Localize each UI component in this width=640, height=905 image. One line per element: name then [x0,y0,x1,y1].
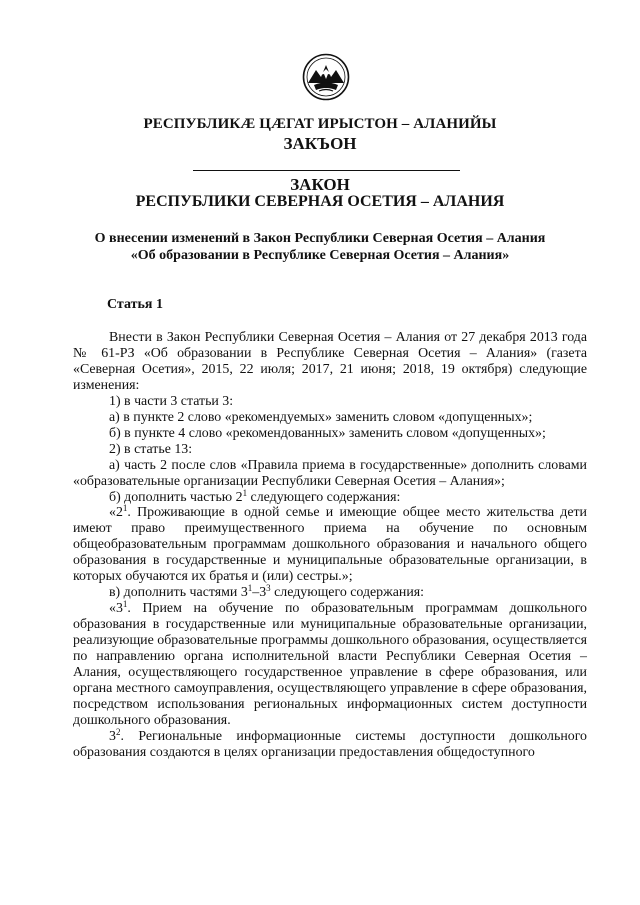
part-2-1-text: . Проживающие в одной семье и имеющие общее место жительства дети имеют право преимущественного приема на обучение по основным общеобразовательным программам дошкольного образования и начального общего образования в государственные и муниципальные образовательные организации, в которых обучаются их братья и (или) сестры.»; [73,505,587,585]
item-2b-text-end: следующего содержания: [247,489,401,505]
item-2c-dash: –3 [252,585,267,601]
item-1a: а) в пункте 2 слово «рекомендуемых» заменить словом «допущенных»; [109,409,533,425]
item-2c-text: в) дополнить частями 3 [109,585,248,601]
item-2b-text: б) дополнить частью 2 [109,489,243,505]
part-3-2-text: . Региональные информационные системы доступности дошкольного образования создаются в целях организации предоставления общедоступного [73,728,587,760]
coat-of-arms-icon [302,53,350,101]
law-title-line-1: О внесении изменений в Закон Республики Северная Осетия – Алания [94,231,546,246]
item-1: 1) в части 3 статьи 3: [109,393,234,409]
item-2c [73,585,587,601]
item-1b: б) в пункте 4 слово «рекомендованных» заменить словом «допущенных»; [109,425,546,441]
part-3-2-number: 3 [109,728,116,744]
law-label: ЗАКОН [290,175,350,194]
document-body [73,330,587,761]
item-2b-superscript: 1 [242,487,248,498]
item-2c-superscript-1: 1 [247,583,253,594]
law-title-line-2: «Об образовании в Республике Северная Осетия – Алания» [130,248,510,263]
item-2c-superscript-2: 3 [266,583,271,594]
part-3-1-number: «3 [109,601,123,617]
part-3-1-text: . Прием на обучение по образовательным программам дошкольного образования в государственные или муниципальные образовательные организации, реализующие образовательные программы дошкольного образования, осуществляется по направлению органа исполнительной власти Республики Северная Осетия – Алания, осуществляющего государственное управление в сфере образования, или органа местного самоуправления, осуществляющего управление в сфере образования, посредством использования региональных информационных систем доступности дошкольного образования. [73,601,587,728]
republic-title: РЕСПУБЛИКИ СЕВЕРНАЯ ОСЕТИЯ – АЛАНИЯ [135,193,505,210]
part-3-1-superscript: 1 [122,599,128,610]
part-2-1 [73,505,587,585]
header-divider [193,170,460,171]
part-2-1-number: «2 [109,505,123,521]
item-2c-text-end: следующего содержания: [270,585,425,601]
article-heading: Статья 1 [107,297,163,312]
ossetian-republic-title: РЕСПУБЛИКÆ ЦÆГАТ ИРЫСТОН – АЛАНИЙЫ [143,116,497,132]
item-2b [73,487,587,506]
intro-paragraph: Внести в Закон Республики Северная Осетия – Алания от 27 декабря 2013 года № 61-РЗ «Об образовании в Республике Северная Осетия – Алания» (газета «Северная Осетия», 2015, 22 июля; 2017, 21 июня; 2018, 19 октября) следующие изменения: [73,330,587,393]
part-3-1 [73,601,587,729]
part-3-2 [73,726,587,761]
part-2-1-superscript: 1 [122,503,128,514]
ossetian-law-label: ЗАКЪОН [283,134,357,153]
item-2a: а) часть 2 после слов «Правила приема в государственные» дополнить словами «образовательные организации Республики Северная Осетия – Алания»; [73,457,587,489]
part-3-2-superscript: 2 [115,726,121,737]
item-2: 2) в статье 13: [109,441,193,457]
